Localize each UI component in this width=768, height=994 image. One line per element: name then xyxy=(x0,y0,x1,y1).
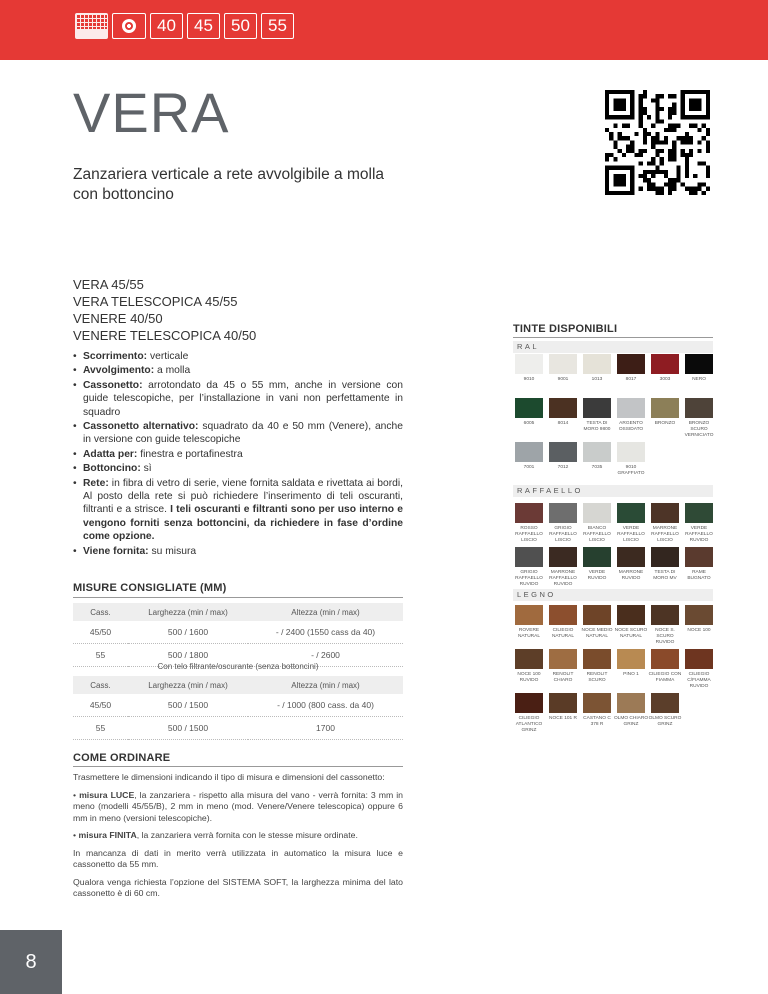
color-swatch-label: MARRONE RUVIDO xyxy=(618,570,644,581)
color-swatch-label: ROVERE NATURAL xyxy=(517,628,541,639)
table-cell: - / 1000 (800 cass. da 40) xyxy=(248,694,403,717)
color-swatch-label: RENOLIT SCURO xyxy=(586,672,608,683)
color-swatch-label: 3003 xyxy=(659,377,671,382)
color-swatch xyxy=(549,398,577,418)
color-swatch xyxy=(583,442,611,462)
color-swatch xyxy=(651,354,679,374)
color-swatch-label: 1013 xyxy=(591,377,603,382)
misure-table-telo xyxy=(73,676,403,740)
misure-title: MISURE CONSIGLIATE (MM) xyxy=(73,582,227,594)
color-swatch-label: 7035 xyxy=(591,465,603,470)
size-badge: 50 xyxy=(224,13,257,39)
paragraph: Qualora venga richiesta l’opzione del SISTEMA SOFT, la larghezza minima del lato cassonetto è di 60 cm. xyxy=(73,876,403,898)
color-swatch xyxy=(583,398,611,418)
color-swatch-label: 9010 xyxy=(523,377,535,382)
color-swatch xyxy=(651,503,679,523)
misure-table xyxy=(73,603,403,667)
color-swatch-label: OLMO SCURO GRINZ xyxy=(648,716,682,727)
size-badge: 40 xyxy=(150,13,183,39)
color-swatch-label: VERDE RUVIDO xyxy=(587,570,607,581)
column-header: Cass. xyxy=(73,603,128,621)
color-swatch-label: RAME BUGNATO xyxy=(687,570,711,581)
color-swatch xyxy=(617,693,645,713)
color-swatch xyxy=(515,693,543,713)
column-header: Cass. xyxy=(73,676,128,694)
feature-item: • Cassonetto: arrotondato da 45 o 55 mm, anche in versione con guide telescopiche, per l’installazione in vani non perfettamente in squadro xyxy=(73,379,403,419)
color-swatch-label: CILIEGIO NATURAL xyxy=(551,628,575,639)
table-header xyxy=(73,603,403,621)
color-swatch xyxy=(617,442,645,462)
color-swatch-label: BIANCO RAFFAELLO LISCIO xyxy=(583,526,611,543)
color-swatch xyxy=(515,354,543,374)
color-swatch-label: 8017 xyxy=(625,377,637,382)
color-swatch-label: NOCE 100 xyxy=(687,628,711,633)
color-swatch-label: CILIEGIO CON FIAMMA xyxy=(648,672,682,683)
color-swatch xyxy=(549,693,577,713)
color-swatch-label: NOCE MEDIO NATURAL xyxy=(581,628,613,639)
table-header xyxy=(73,676,403,694)
color-swatch-label: CASTANO C 378 R xyxy=(583,716,611,727)
color-swatch-label: GRIGIO RAFFAELLO RUVIDO xyxy=(515,570,543,587)
color-swatch-label: NOCE SCURO NATURAL xyxy=(614,628,648,639)
table-note: Con telo filtrante/oscurante (senza bottoncini) xyxy=(157,662,319,671)
color-swatch xyxy=(583,649,611,669)
color-swatch xyxy=(651,693,679,713)
divider xyxy=(513,337,713,338)
color-swatch xyxy=(685,503,713,523)
feature-item: • Scorrimento: verticale xyxy=(73,350,403,363)
model-item: VERA 45/55 xyxy=(73,277,144,292)
color-swatch xyxy=(515,398,543,418)
palette-group-header: LEGNO xyxy=(513,589,713,601)
paragraph: • misura FINITA, la zanzariera verrà fornita con le stesse misure ordinate. xyxy=(73,830,358,840)
paragraph: Trasmettere le dimensioni indicando il tipo di misura e dimensioni del cassonetto: xyxy=(73,772,385,782)
color-swatch xyxy=(617,354,645,374)
size-badge: 55 xyxy=(261,13,294,39)
color-swatch xyxy=(549,442,577,462)
color-swatch xyxy=(617,649,645,669)
palette-group-header: RAFFAELLO xyxy=(513,485,713,497)
color-swatch-label: 9001 xyxy=(557,377,569,382)
model-item: VENERE TELESCOPICA 40/50 xyxy=(73,328,257,343)
color-swatch xyxy=(617,503,645,523)
color-swatch-label: 8014 xyxy=(557,421,569,426)
divider xyxy=(73,597,403,598)
color-swatch xyxy=(515,605,543,625)
color-swatch xyxy=(549,354,577,374)
qr-code-icon[interactable] xyxy=(605,90,710,195)
color-swatch-label: MARRONE RAFFAELLO LISCIO xyxy=(651,526,679,543)
color-swatch xyxy=(685,547,713,567)
color-swatch xyxy=(583,503,611,523)
table-cell: 500 / 1500 xyxy=(128,717,248,740)
model-list xyxy=(73,276,256,344)
table-cell: 55 xyxy=(73,717,128,740)
color-swatch-label: MARRONE RAFFAELLO RUVIDO xyxy=(549,570,577,587)
column-header: Larghezza (min / max) xyxy=(128,676,248,694)
page-title: VERA xyxy=(73,81,230,144)
color-swatch-label: CILIEGIO ATLANTICO GRINZ xyxy=(515,716,543,733)
tinte-title: TINTE DISPONIBILI xyxy=(513,323,618,335)
ordine-title: COME ORDINARE xyxy=(73,752,171,764)
color-swatch-label: ROSSO RAFFAELLO LISCIO xyxy=(515,526,543,543)
table-cell: 45/50 xyxy=(73,694,128,717)
table-cell: 500 / 1500 xyxy=(128,694,248,717)
color-swatch xyxy=(515,442,543,462)
color-swatch xyxy=(549,503,577,523)
color-swatch xyxy=(549,547,577,567)
color-swatch xyxy=(617,605,645,625)
feature-item: • Adatta per: finestra e portafinestra xyxy=(73,448,403,461)
color-swatch xyxy=(617,398,645,418)
color-swatch-label: OLMO CHIARO GRINZ xyxy=(613,716,649,727)
column-header: Larghezza (min / max) xyxy=(128,603,248,621)
color-swatch xyxy=(651,398,679,418)
color-swatch xyxy=(515,547,543,567)
color-swatch xyxy=(651,547,679,567)
color-swatch xyxy=(515,503,543,523)
color-swatch xyxy=(685,605,713,625)
color-swatch-label: TESTA DI MORO MV xyxy=(653,570,677,581)
color-swatch-label: NOCE S. SCURO RUVIDO xyxy=(655,628,675,645)
color-swatch xyxy=(549,605,577,625)
color-swatch-label: 7001 xyxy=(523,465,535,470)
feature-item: • Cassonetto alternativo: squadrato da 40 e 50 mm (Venere), anche in versione con guide telescopiche xyxy=(73,420,403,447)
table-cell: 55 xyxy=(73,644,128,667)
table-row xyxy=(73,621,403,644)
color-swatch xyxy=(685,354,713,374)
table-cell: 500 / 1800 xyxy=(128,644,248,667)
target-icon xyxy=(112,13,146,39)
color-swatch xyxy=(685,398,713,418)
model-item: VERA TELESCOPICA 45/55 xyxy=(73,294,238,309)
color-swatch xyxy=(583,693,611,713)
color-swatch-label: TESTA DI MORO 9800 xyxy=(583,421,611,432)
color-swatch-label: BRONZO SCURO VERNICIATO xyxy=(684,421,714,438)
color-swatch xyxy=(515,649,543,669)
column-header: Altezza (min / max) xyxy=(248,603,403,621)
color-swatch xyxy=(685,649,713,669)
paragraph: In mancanza di dati in merito verrà utilizzata in automatico la misura luce e cassonetto da 55 mm. xyxy=(73,847,403,869)
column-header: Altezza (min / max) xyxy=(248,676,403,694)
feature-list xyxy=(73,350,403,559)
paragraph: • misura LUCE, la zanzariera - rispetto alla misura del vano - verrà fornita: 3 mm in meno (modelli 45/55/B), 2 mm in meno (mod. Venere/Venere telescopica) oppure 6 mm in meno (versioni telescopiche). xyxy=(73,789,403,823)
feature-item: • Rete: in fibra di vetro di serie, viene fornita saldata e rivettata ai bordi, Al posto della rete si può richiedere l’inserimento di teli oscuranti, filtranti e a strisce. I teli oscuranti e filtranti sono per uso interno e vengono forniti senza bottoncini, da richiedere in fase d’ordine come opzione. xyxy=(73,477,403,544)
color-swatch xyxy=(617,547,645,567)
color-swatch xyxy=(583,547,611,567)
table-cell: 500 / 1600 xyxy=(128,621,248,644)
model-item: VENERE 40/50 xyxy=(73,311,163,326)
grid-icon xyxy=(75,13,108,39)
header-bar xyxy=(0,0,768,60)
color-swatch xyxy=(549,649,577,669)
page-number: 8 xyxy=(0,930,62,994)
color-swatch-label: GRIGIO RAFFAELLO LISCIO xyxy=(549,526,577,543)
color-swatch-label: VERDE RAFFAELLO RUVIDO xyxy=(685,526,713,543)
table-cell: - / 2400 (1550 cass da 40) xyxy=(248,621,403,644)
table-cell: 45/50 xyxy=(73,621,128,644)
table-row xyxy=(73,694,403,717)
color-swatch xyxy=(583,354,611,374)
color-swatch xyxy=(651,649,679,669)
feature-item: • Viene fornita: su misura xyxy=(73,545,403,558)
table-cell: 1700 xyxy=(248,717,403,740)
color-swatch xyxy=(651,605,679,625)
divider xyxy=(73,766,403,767)
table-cell: - / 2600 xyxy=(248,644,403,667)
feature-item: • Bottoncino: sì xyxy=(73,462,403,475)
color-swatch xyxy=(583,605,611,625)
color-swatch-label: NERO xyxy=(692,377,706,382)
table-row xyxy=(73,717,403,740)
color-swatch-label: VERDE RAFFAELLO LISCIO xyxy=(617,526,645,543)
feature-item: • Avvolgimento: a molla xyxy=(73,364,403,377)
color-swatch-label: PINO 1 xyxy=(623,672,639,677)
color-swatch-label: NOCE 101 R xyxy=(549,716,577,721)
page-subtitle: Zanzariera verticale a rete avvolgibile a molla con bottoncino xyxy=(73,166,385,203)
color-swatch-label: CILIEGIO C/FIAMMA RUVIDO xyxy=(687,672,711,689)
palette-group-header: RAL xyxy=(513,341,713,353)
color-swatch-label: BRONZO xyxy=(654,421,676,426)
color-swatch-label: ARGENTO OSSIDATO xyxy=(618,421,644,432)
color-swatch-label: NOCE 100 RUVIDO xyxy=(517,672,541,683)
size-badge: 45 xyxy=(187,13,220,39)
color-swatch-label: 6005 xyxy=(523,421,535,426)
color-swatch-label: 9010 GRAFFIATO xyxy=(617,465,645,476)
ordine-text xyxy=(73,772,403,906)
color-swatch-label: 7012 xyxy=(557,465,569,470)
color-swatch-label: RENOLIT CHIARO xyxy=(552,672,574,683)
